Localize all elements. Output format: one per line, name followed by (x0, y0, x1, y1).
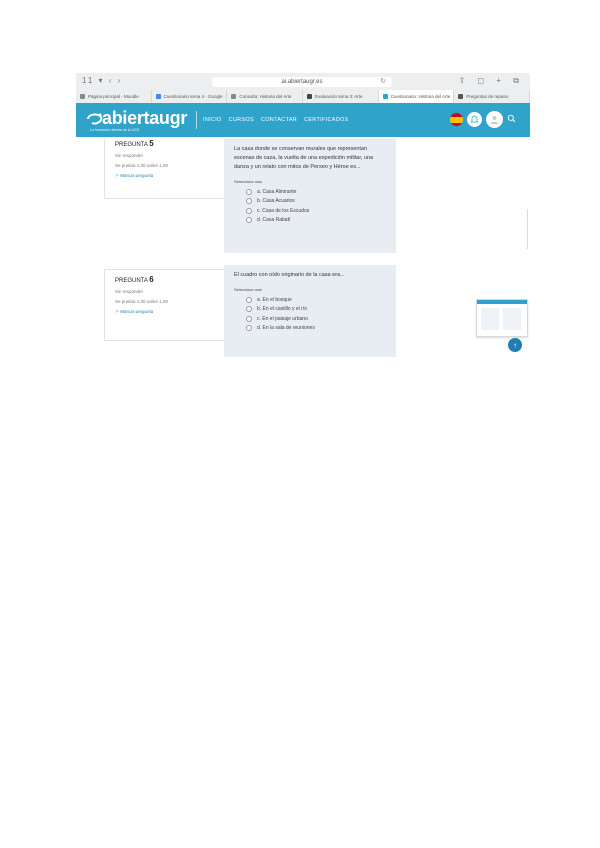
favicon-icon (307, 94, 312, 99)
radio-button[interactable] (246, 306, 252, 312)
nav-inicio[interactable]: INICIO (203, 117, 222, 123)
favicon-icon (80, 94, 85, 99)
select-label: Seleccione una: (234, 179, 263, 184)
question-points: Se puntúa 1,00 sobre 1,00 (115, 163, 169, 168)
favicon-icon (231, 94, 236, 99)
answer-option[interactable]: d. En la sala de reuniones (234, 324, 386, 334)
favicon-icon (383, 94, 388, 99)
radio-button[interactable] (246, 325, 252, 331)
favicon-icon (156, 94, 161, 99)
browser-toolbar (76, 73, 530, 90)
arrow-up-icon: ↑ (513, 340, 517, 350)
reload-icon[interactable]: ↻ (380, 78, 386, 85)
question-number: 5 (149, 139, 154, 148)
select-label: Seleccione una: (234, 287, 263, 292)
page-thumbnail-preview[interactable] (476, 299, 528, 337)
header-divider (196, 111, 197, 129)
question-status: Sin responder (115, 289, 144, 294)
answer-option[interactable]: c. Casa de los Escudos (234, 206, 386, 216)
flag-icon: ⚐ (115, 173, 121, 178)
scroll-edge (527, 209, 528, 249)
site-tagline: La formación abierta de la UGR (90, 128, 140, 132)
main-nav (203, 117, 349, 123)
question-title: PREGUNTA 6 (115, 275, 154, 284)
nav-cursos[interactable]: CURSOS (228, 117, 254, 123)
question-status: Sin responder (115, 153, 144, 158)
question-info-5 (104, 139, 224, 199)
tab-label: Preguntas de repaso (466, 94, 509, 99)
nav-contactar[interactable]: CONTACTAR (260, 117, 298, 123)
site-logo[interactable]: abiertaugr (102, 108, 188, 128)
question-text: El cuadro con oído originario de la casa era... (234, 272, 345, 278)
answer-option[interactable]: a. Casa Almirante (234, 187, 386, 197)
answer-option[interactable]: b. Casa Acuarios (234, 197, 386, 207)
address-bar[interactable] (212, 77, 392, 87)
radio-button[interactable] (246, 297, 252, 303)
url-text: ai.abiertaugr.es (281, 79, 323, 85)
notifications-icon[interactable] (467, 112, 482, 127)
scroll-top-button[interactable] (508, 338, 522, 352)
tab-label: Consulta: Historia del Arte (239, 94, 292, 99)
question-title: PREGUNTA 5 (115, 139, 154, 148)
tab-label: Cuestionario: Historia del Arte (390, 94, 451, 99)
tab-label: Página principal - Moodle (88, 94, 139, 99)
site-header (76, 103, 530, 137)
tab-strip (76, 90, 530, 103)
radio-button[interactable] (246, 189, 252, 195)
nav-controls[interactable]: 11 ▾ ‹ › (82, 76, 123, 85)
favicon-icon (458, 94, 463, 99)
spanish-flag-icon[interactable] (450, 113, 463, 126)
question-info-6 (104, 269, 224, 341)
browser-tab[interactable] (454, 90, 530, 103)
nav-certificados[interactable]: CERTIFICADOS (304, 117, 349, 123)
tab-label: Evaluación tema 3: Arte (315, 94, 363, 99)
flag-icon: ⚐ (115, 309, 121, 314)
browser-tab[interactable] (152, 90, 228, 103)
question-text: La casa donde se conservan murales que representan escenas de caza, la vuelta de una expedición militar, una danza y un relato con mitos de Perseo y Héroe es... (234, 146, 374, 170)
search-icon[interactable] (507, 114, 516, 125)
browser-tab[interactable] (303, 90, 379, 103)
radio-button[interactable] (246, 208, 252, 214)
flag-question-link[interactable]: ⚐ Marcar pregunta (115, 173, 154, 178)
tab-label: Cuestionario tema 4 - Google (163, 94, 223, 99)
radio-button[interactable] (246, 217, 252, 223)
radio-button[interactable] (246, 198, 252, 204)
answer-option[interactable]: a. En el bosque (234, 295, 386, 305)
question-number: 6 (149, 275, 154, 284)
screenshot (76, 73, 530, 363)
browser-tab-active[interactable] (379, 90, 455, 103)
browser-tab[interactable] (227, 90, 303, 103)
browser-actions[interactable]: ⇧ ◻ + ⧉ (458, 76, 524, 85)
answer-option[interactable]: d. Casa Rabatí (234, 216, 386, 226)
user-avatar-icon[interactable] (486, 111, 503, 128)
question-points: Se puntúa 1,00 sobre 1,00 (115, 299, 169, 304)
question-box-6 (224, 265, 396, 357)
radio-button[interactable] (246, 316, 252, 322)
browser-chrome (76, 73, 530, 103)
browser-tab[interactable] (76, 90, 152, 103)
answer-option[interactable]: b. En el castillo y el río (234, 305, 386, 315)
answer-option[interactable]: c. En el paisaje urbano (234, 314, 386, 324)
question-box-5 (224, 139, 396, 253)
flag-question-link[interactable]: ⚐ Marcar pregunta (115, 309, 154, 314)
